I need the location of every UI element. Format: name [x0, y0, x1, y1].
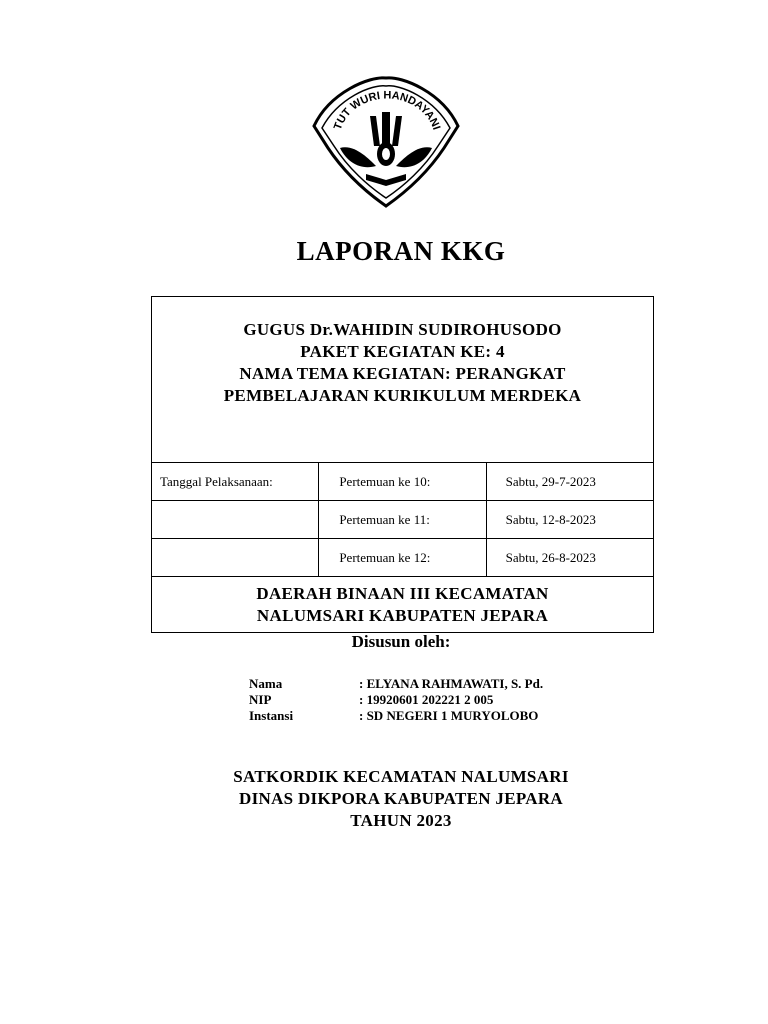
schedule-label: Tanggal Pelaksanaan: — [152, 463, 319, 501]
author-institution-row — [249, 708, 543, 724]
meeting-label: Pertemuan ke 11: — [319, 501, 486, 539]
author-name-label: Nama — [249, 676, 283, 691]
logo-emblem-icon — [310, 74, 462, 210]
group-name: GUGUS Dr.WAHIDIN SUDIROHUSODO — [243, 320, 562, 339]
footer-block — [0, 766, 768, 832]
author-nip-row — [249, 692, 543, 708]
meeting-label: Pertemuan ke 12: — [319, 539, 486, 577]
author-name-row — [249, 676, 543, 692]
author-institution-value: : SD NEGERI 1 MURYOLOBO — [359, 708, 539, 723]
logo-motto: TUT WURI HANDAYANI — [331, 89, 443, 132]
region-line-2: NALUMSARI KABUPATEN JEPARA — [256, 605, 549, 625]
empty-cell — [152, 501, 319, 539]
activity-package: PAKET KEGIATAN KE: 4 — [300, 342, 505, 361]
compiled-by-heading: Disusun oleh: — [351, 632, 451, 651]
author-name-value: : ELYANA RAHMAWATI, S. Pd. — [359, 676, 544, 691]
schedule-row — [152, 463, 654, 501]
footer-year: TAHUN 2023 — [350, 811, 452, 830]
author-institution-label: Instansi — [249, 708, 294, 723]
report-info-table — [151, 296, 654, 633]
activity-theme-line-1: NAMA TEMA KEGIATAN: PERANGKAT — [239, 364, 566, 383]
empty-cell — [152, 539, 319, 577]
activity-theme-line-2: PEMBELAJARAN KURIKULUM MERDEKA — [223, 386, 582, 405]
author-details — [249, 676, 543, 724]
meeting-date: Sabtu, 26-8-2023 — [486, 539, 653, 577]
region-cell — [152, 577, 654, 633]
meeting-label: Pertemuan ke 10: — [319, 463, 486, 501]
schedule-row — [152, 539, 654, 577]
meeting-date: Sabtu, 12-8-2023 — [486, 501, 653, 539]
region-line-1: DAERAH BINAAN III KECAMATAN — [256, 583, 549, 603]
author-nip-value: : 19920601 202221 2 005 — [359, 692, 494, 707]
report-title: LAPORAN KKG — [296, 236, 506, 266]
footer-line-1: SATKORDIK KECAMATAN NALUMSARI — [233, 767, 569, 786]
meeting-date: Sabtu, 29-7-2023 — [486, 463, 653, 501]
footer-line-2: DINAS DIKPORA KABUPATEN JEPARA — [239, 789, 563, 808]
group-header-cell — [152, 297, 654, 463]
schedule-row — [152, 501, 654, 539]
author-nip-label: NIP — [249, 692, 272, 707]
tut-wuri-handayani-logo — [310, 74, 462, 210]
